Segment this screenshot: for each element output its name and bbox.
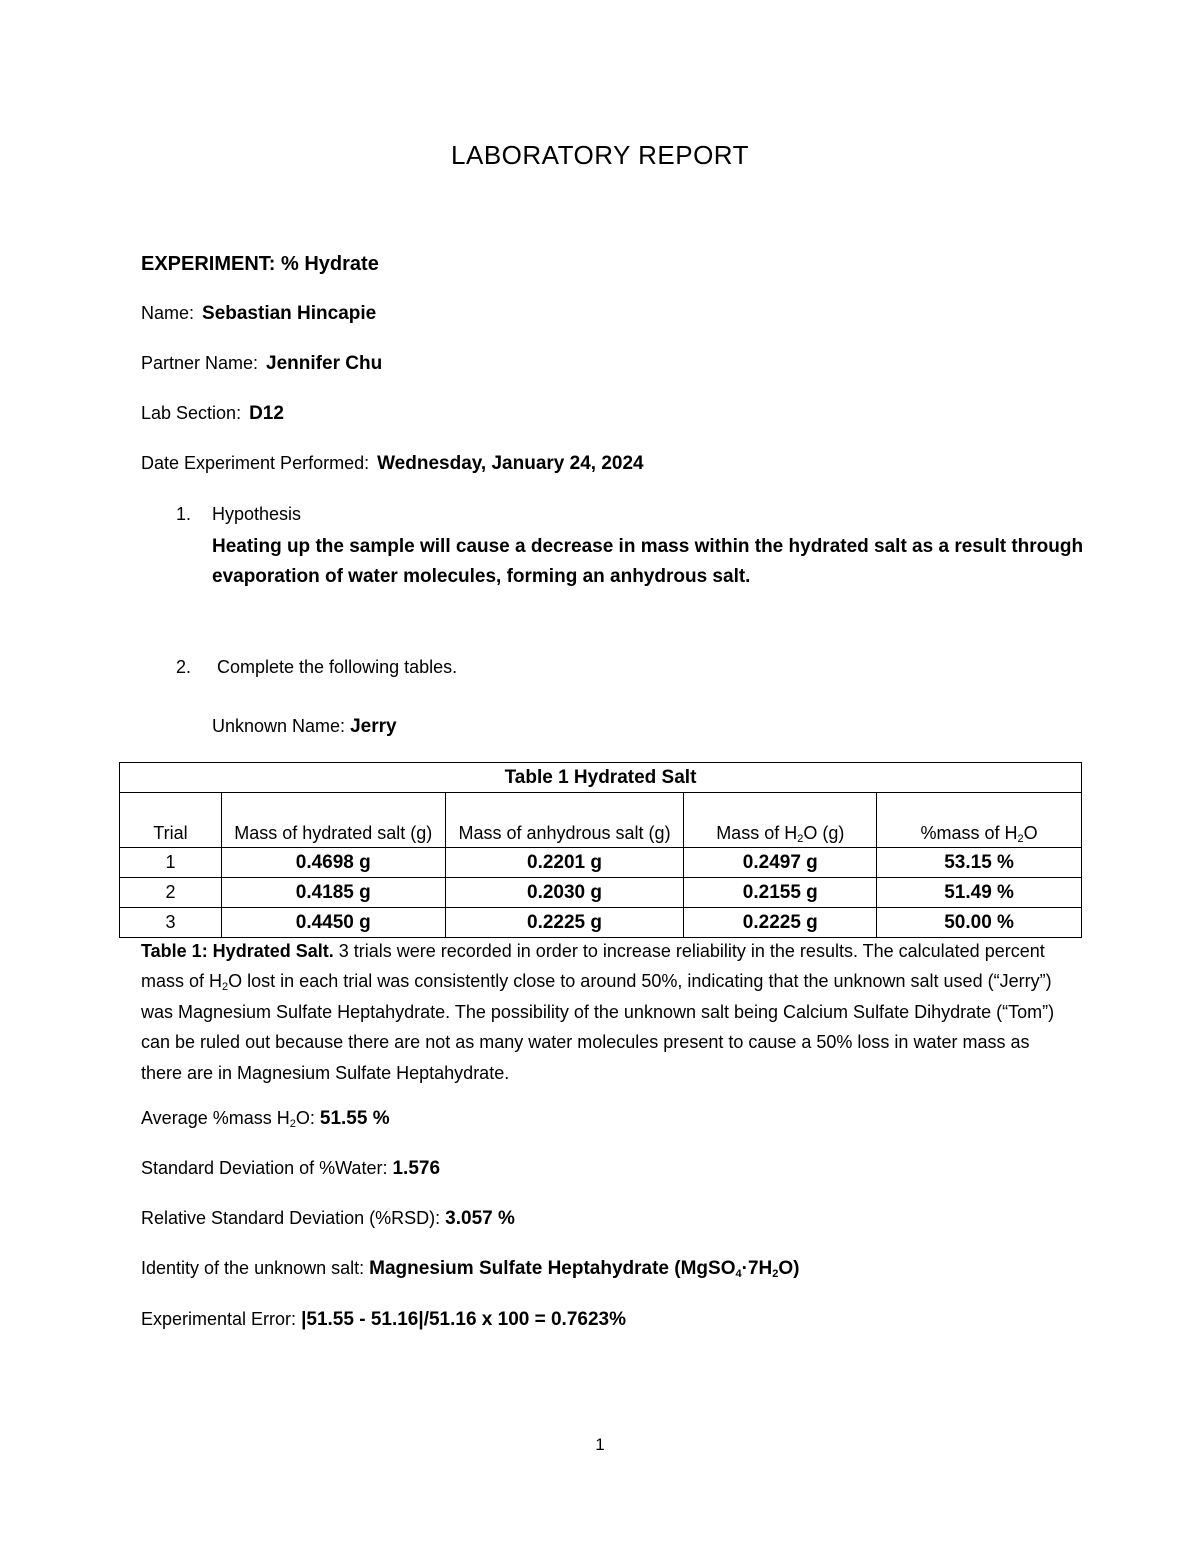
caption-bold: Table 1: Hydrated Salt.	[141, 941, 334, 961]
identity-value-c: O)	[778, 1258, 800, 1279]
table-row	[120, 848, 1082, 878]
cell-anhydrous-mass: 0.2225 g	[445, 908, 684, 938]
average-label-sub: 2	[289, 1118, 296, 1130]
partner-line	[141, 353, 382, 375]
partner-label: Partner Name:	[141, 353, 259, 373]
cell-water-mass: 0.2497 g	[684, 848, 877, 878]
identity-line	[141, 1258, 799, 1280]
unknown-label: Unknown Name:	[212, 716, 346, 736]
identity-sub-2: 2	[772, 1268, 779, 1280]
cell-water-mass: 0.2225 g	[684, 908, 877, 938]
name-label: Name:	[141, 303, 195, 323]
unknown-line	[212, 716, 397, 738]
table-caption: Table 1 Hydrated Salt	[120, 763, 1082, 793]
cell-water-mass: 0.2155 g	[684, 878, 877, 908]
hydrated-salt-table	[119, 762, 1082, 938]
date-value: Wednesday, January 24, 2024	[377, 453, 644, 474]
rsd-label: Relative Standard Deviation (%RSD):	[141, 1208, 441, 1228]
cell-hydrated-mass: 0.4185 g	[221, 878, 445, 908]
error-label: Experimental Error:	[141, 1309, 297, 1329]
experiment-title: EXPERIMENT: % Hydrate	[141, 253, 379, 275]
header-percent-water	[877, 793, 1082, 848]
cell-hydrated-mass: 0.4698 g	[221, 848, 445, 878]
table-caption-paragraph	[141, 936, 1061, 1088]
cell-percent-water: 50.00 %	[877, 908, 1082, 938]
partner-value: Jennifer Chu	[266, 353, 383, 374]
identity-sub-1: 4	[735, 1268, 742, 1280]
average-label-a: Average %mass H	[141, 1108, 290, 1128]
rsd-value: 3.057 %	[445, 1208, 515, 1229]
identity-label: Identity of the unknown salt:	[141, 1258, 365, 1278]
rsd-line	[141, 1208, 515, 1230]
date-line	[141, 453, 644, 475]
caption-sub: 2	[222, 981, 229, 994]
header-water-mass-sub: 2	[797, 833, 804, 845]
header-water-mass-b: O (g)	[803, 823, 845, 843]
average-line	[141, 1108, 390, 1130]
section-value: D12	[249, 403, 284, 424]
section-line	[141, 403, 284, 425]
cell-anhydrous-mass: 0.2030 g	[445, 878, 684, 908]
item-number-1: 1.	[176, 504, 192, 524]
average-label-b: O:	[295, 1108, 315, 1128]
identity-value	[369, 1258, 799, 1279]
table-header-row	[120, 793, 1082, 848]
table-row	[120, 878, 1082, 908]
page-number: 1	[595, 1435, 605, 1454]
caption-text-a: 3 trials were recorded in order to increase reliability in the results. The calculated percent mass of H	[141, 941, 1045, 992]
stdev-line	[141, 1158, 440, 1180]
header-water-mass-a: Mass of H	[716, 823, 798, 843]
item-number-2: 2.	[176, 657, 192, 677]
header-percent-water-b: O	[1023, 823, 1038, 843]
error-value: |51.55 - 51.16|/51.16 x 100 = 0.7623%	[301, 1309, 626, 1330]
header-hydrated-mass: Mass of hydrated salt (g)	[221, 793, 445, 848]
header-percent-water-a: %mass of H	[920, 823, 1018, 843]
cell-trial: 1	[120, 848, 222, 878]
hypothesis-heading: Hypothesis	[212, 504, 302, 524]
cell-percent-water: 53.15 %	[877, 848, 1082, 878]
average-value: 51.55 %	[319, 1108, 390, 1129]
stdev-label: Standard Deviation of %Water:	[141, 1158, 388, 1178]
stdev-value: 1.576	[392, 1158, 441, 1179]
identity-value-a: Magnesium Sulfate Heptahydrate (MgSO	[369, 1258, 736, 1279]
cell-anhydrous-mass: 0.2201 g	[445, 848, 684, 878]
cell-hydrated-mass: 0.4450 g	[221, 908, 445, 938]
cell-trial: 3	[120, 908, 222, 938]
name-value: Sebastian Hincapie	[202, 303, 377, 324]
header-water-mass	[684, 793, 877, 848]
name-line	[141, 303, 376, 325]
identity-value-b: ·7H	[741, 1258, 773, 1279]
cell-percent-water: 51.49 %	[877, 878, 1082, 908]
section-label: Lab Section:	[141, 403, 242, 423]
date-label: Date Experiment Performed:	[141, 453, 370, 473]
header-anhydrous-mass: Mass of anhydrous salt (g)	[445, 793, 684, 848]
hypothesis-text: Heating up the sample will cause a decrease in mass within the hydrated salt as a result through evaporation of water molecules, forming an anhydrous salt.	[212, 536, 1084, 587]
caption-text-b: O lost in each trial was consistently close to around 50%, indicating that the unknown salt used (“Jerry”) was Magnesium Sulfate Heptahydrate. The possibility of the unknown salt being Calcium Sulfate Dihydrate (“Tom”) can be ruled out because there are not as many water molecules present to cause a 50% loss in water mass as there are in Magnesium Sulfate Heptahydrate.	[141, 971, 1055, 1083]
error-line	[141, 1309, 626, 1331]
tables-heading: Complete the following tables.	[217, 657, 458, 677]
unknown-value: Jerry	[350, 716, 397, 737]
header-percent-water-sub: 2	[1017, 833, 1024, 845]
cell-trial: 2	[120, 878, 222, 908]
header-trial: Trial	[120, 793, 222, 848]
table-row	[120, 908, 1082, 938]
report-title: LABORATORY REPORT	[451, 140, 749, 170]
